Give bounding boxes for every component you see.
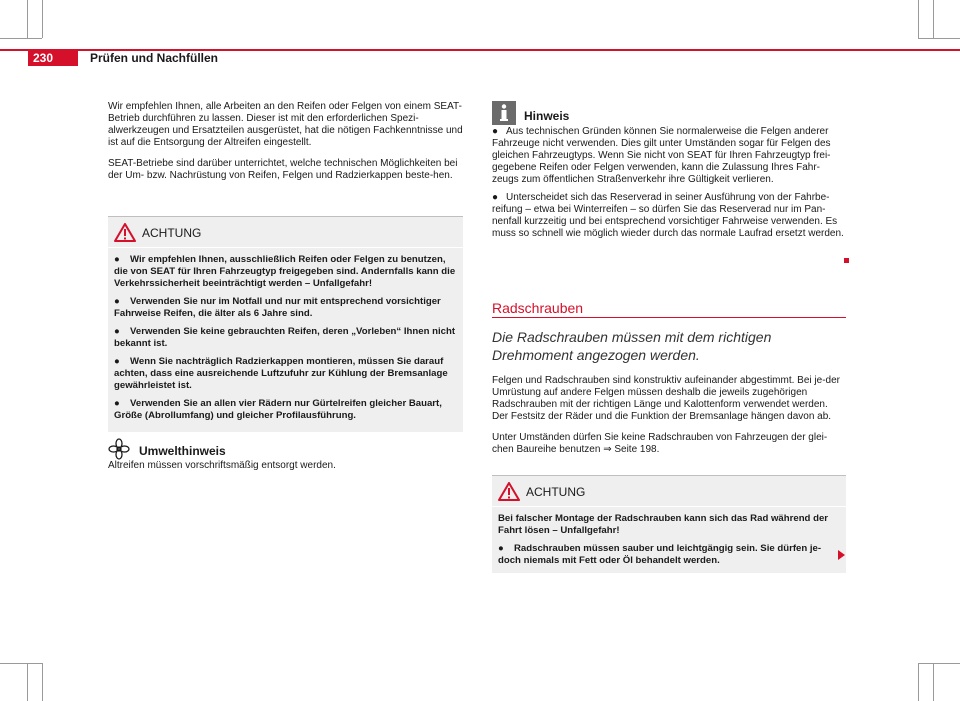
crop-mark	[42, 0, 43, 38]
bullet: ●	[114, 296, 120, 307]
right-body	[492, 375, 846, 465]
warning-box	[108, 216, 463, 432]
paragraph: Felgen und Radschrauben sind konstruktiv aufeinander abgestimmt. Bei je-der Umrüstung auf andere Felgen müssen deshalb die jeweils zugehörigen Radschrauben mit der richtigen Länge und Kalottenform verwendet werden. Der Festsitz der Räder und die Funktion der Bremsanlage hängen davon ab.	[492, 375, 840, 422]
bullet: ●	[492, 192, 499, 203]
section-title: Radschrauben	[492, 300, 584, 316]
warning-item: ● Verwenden Sie nur im Notfall und nur mit entsprechend vorsichtiger Fahrweise Reifen, die älter als 6 Jahre sind.	[114, 296, 441, 319]
page-title: Prüfen und Nachfüllen	[90, 51, 219, 65]
page-number: 230	[33, 51, 54, 65]
bullet: ●	[114, 398, 120, 409]
warning-triangle-icon	[114, 223, 136, 247]
hint-body	[492, 126, 846, 240]
warning-triangle-icon	[498, 482, 520, 506]
crop-mark	[0, 663, 42, 664]
crop-mark	[0, 38, 42, 39]
hint-title: Hinweis	[524, 109, 570, 123]
crop-mark	[42, 663, 43, 701]
crop-mark	[933, 0, 934, 38]
warning-body	[108, 247, 463, 432]
end-square-icon	[844, 258, 849, 263]
warning-label: ACHTUNG	[526, 485, 586, 499]
bullet: ●	[114, 356, 120, 367]
hint-item: ● Unterscheidet sich das Reserverad in seiner Ausführung von der Fahrbe-reifung – etwa bei Winterreifen – so dürfen Sie das Reserverad nur im Pan-nenfall kurzzeitig und bei entsprechend vorsichtiger Fahrweise verwenden. Es muss so schnell wie möglich wieder durch das normale Laufrad ersetzt werden.	[492, 192, 844, 239]
warning-item: ● Verwenden Sie an allen vier Rädern nur Gürtelreifen gleicher Bauart, Größe (Abrollumfang) und gleicher Profilausführung.	[114, 398, 442, 421]
bullet: ●	[492, 126, 499, 137]
warning-lead: Bei falscher Montage der Radschrauben kann sich das Rad während der Fahrt lösen – Unfallgefahr!	[498, 513, 829, 536]
crop-mark	[918, 38, 960, 39]
hint-item: ● Aus technischen Gründen können Sie normalerweise die Felgen anderer Fahrzeuge nicht verwenden. Dies gilt unter Umständen sogar für Felgen des gleichen Fahrzeugtyps. Wenn Sie nicht von SEAT für Ihren Fahrzeugtyp frei-gegebene Reifen oder Felgen verwenden, kann die Zulassung Ihres Fahr-zeugs zum öffentlichen Straßenverkehr ihre Gültigkeit verlieren.	[492, 126, 831, 185]
warning-label: ACHTUNG	[142, 226, 202, 240]
warning-item: ● Wenn Sie nachträglich Radzierkappen montieren, müssen Sie darauf achten, dass eine ausreichende Luftzufuhr zur Kühlung der Bremsanlage gewährleistet ist.	[114, 356, 448, 391]
crop-mark	[918, 663, 960, 664]
warning-item: ● Radschrauben müssen sauber und leichtgängig sein. Sie dürfen je-doch niemals mit Fett oder Öl behandelt werden.	[498, 543, 822, 566]
paragraph: Wir empfehlen Ihnen, alle Arbeiten an den Reifen oder Felgen von einem SEAT-Betrieb durchführen zu lassen. Dieser ist mit den erforderlichen Spezi-alwerkzeugen und Ersatzteilen ausgerüstet, hat die nötigen Fachkenntnisse und ist auf die Entsorgung der Altreifen eingestellt.	[108, 101, 463, 148]
crop-mark	[27, 663, 28, 701]
crop-mark	[27, 0, 28, 38]
warning-header	[108, 217, 463, 247]
crop-mark	[918, 0, 919, 38]
bullet: ●	[114, 254, 120, 265]
warning-box	[492, 475, 846, 573]
warning-header	[492, 476, 846, 506]
bullet: ●	[498, 543, 504, 554]
warning-item: ● Verwenden Sie keine gebrauchten Reifen, deren „Vorleben“ Ihnen nicht bekannt ist.	[114, 326, 456, 349]
section-subtitle: Die Radschrauben müssen mit dem richtigen Drehmoment angezogen werden.	[492, 329, 772, 363]
warning-item: ● Wir empfehlen Ihnen, ausschließlich Reifen oder Felgen zu benutzen, die von SEAT für Ihren Fahrzeugtyp freigegeben sind. Andernfalls kann die Verkehrssicherheit beeinträchtigt werden – Unfallgefahr!	[114, 254, 456, 289]
warning-body	[492, 506, 846, 573]
paragraph: SEAT-Betriebe sind darüber unterrichtet, welche technischen Möglichkeiten bei der Um- bzw. Nachrüstung von Reifen, Felgen und Radzierkappen beste-hen.	[108, 158, 458, 181]
section-rule	[492, 317, 846, 318]
environment-note-text: Altreifen müssen vorschriftsmäßig entsorgt werden.	[108, 460, 336, 471]
arrow-right-icon	[838, 550, 845, 560]
crop-mark	[918, 663, 919, 701]
bullet: ●	[114, 326, 120, 337]
paragraph: Unter Umständen dürfen Sie keine Radschrauben von Fahrzeugen der glei-chen Baureihe benutzen ⇒ Seite 198.	[492, 432, 828, 455]
crop-mark	[933, 663, 934, 701]
left-column	[108, 101, 463, 191]
environment-note-title: Umwelthinweis	[139, 444, 226, 458]
